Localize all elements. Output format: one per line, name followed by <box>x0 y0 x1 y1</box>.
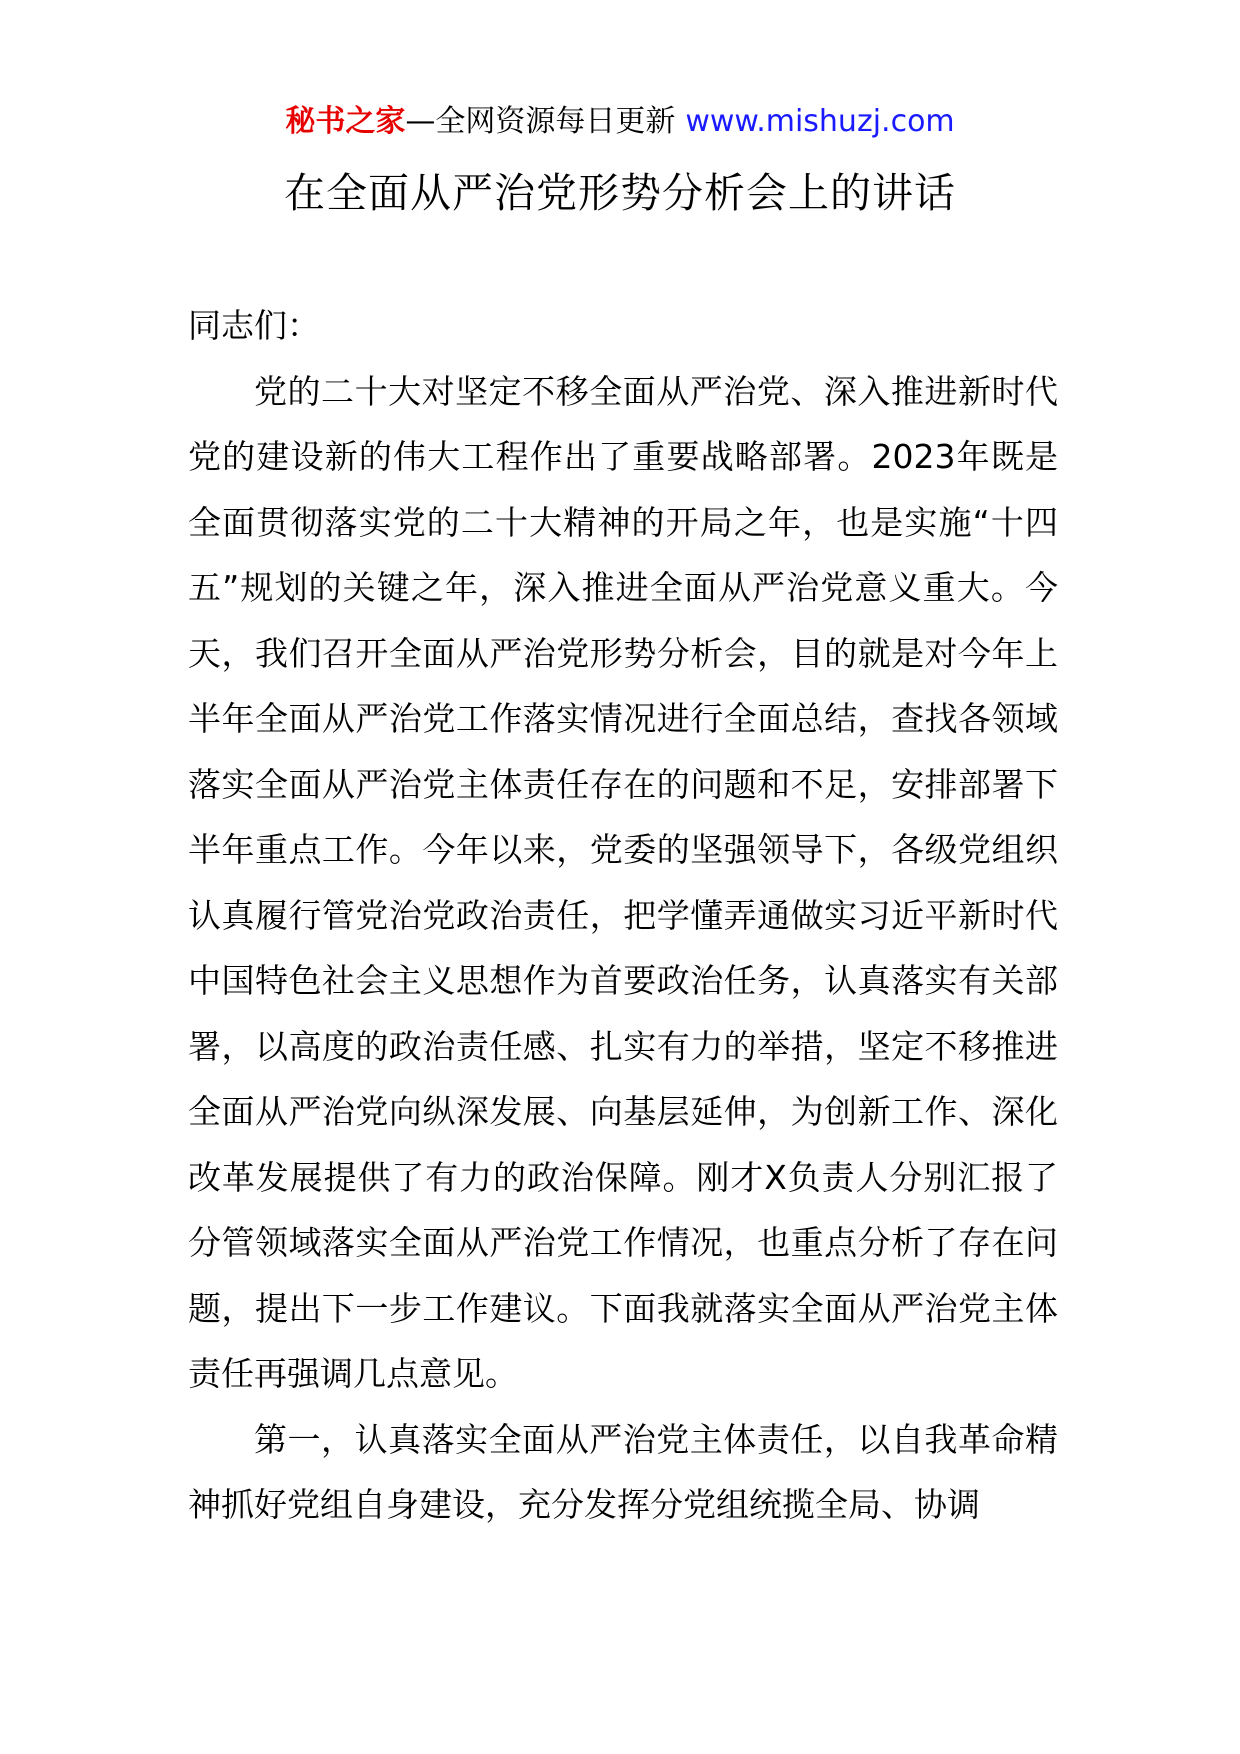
body-paragraph: 党的二十大对坚定不移全面从严治党、深入推进新时代党的建设新的伟大工程作出了重要战略部署。2023年既是全面贯彻落实党的二十大精神的开局之年，也是实施“十四五”规划的关键之年，深入推进全面从严治党意义重大。今天，我们召开全面从严治党形势分析会，目的就是对今年上半年全面从严治党工作落实情况进行全面总结，查找各领域落实全面从严治党主体责任存在的问题和不足，安排部署下半年重点工作。今年以来，党委的坚强领导下，各级党组织认真履行管党治党政治责任，把学懂弄通做实习近平新时代中国特色社会主义思想作为首要政治任务，认真落实有关部署，以高度的政治责任感、扎实有力的举措，坚定不移推进全面从严治党向纵深发展、向基层延伸，为创新工作、深化改革发展提供了有力的政治保障。刚才X负责人分别汇报了分管领域落实全面从严治党工作情况，也重点分析了存在问题，提出下一步工作建议。下面我就落实全面从严治党主体责任再强调几点意见。 <box>188 371 1058 1393</box>
document-title: 在全面从严治党形势分析会上的讲话 <box>284 169 956 217</box>
document-body <box>188 293 1058 1538</box>
salutation: 同志们： <box>188 306 320 345</box>
site-header <box>0 100 1240 144</box>
header-tagline: —全网资源每日更新 <box>405 104 676 139</box>
section-heading-paragraph: 第一，认真落实全面从严治党主体责任，以自我革命精神抓好党组自身建设，充分发挥分党组统揽全局、协调 <box>188 1419 1058 1524</box>
site-url-link[interactable]: www.mishuzj.com <box>685 104 955 139</box>
brand-name: 秘书之家 <box>285 104 406 139</box>
